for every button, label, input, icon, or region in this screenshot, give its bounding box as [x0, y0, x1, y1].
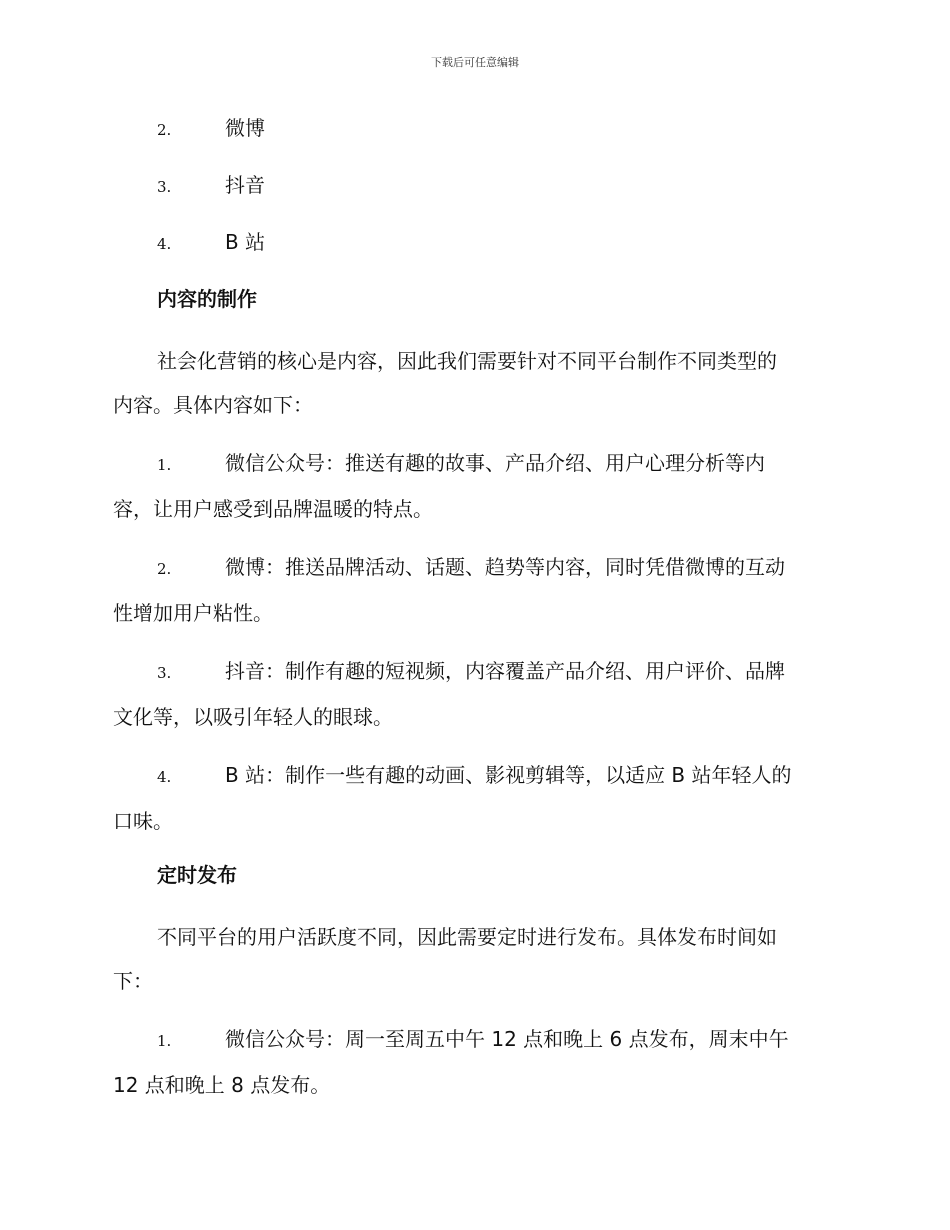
- list-item-weibo: [113, 110, 833, 167]
- section-intro-content: [113, 339, 833, 427]
- list-number: 4.: [157, 768, 172, 786]
- section-heading-content: 内容的制作: [157, 287, 257, 311]
- intro-line: 社会化营销的核心是内容，因此我们需要针对不同平台制作不同类型的: [157, 349, 777, 373]
- item-text: B 站：制作一些有趣的动画、影视剪辑等，以适应 B 站年轻人的: [225, 763, 792, 787]
- item-text: 微信公众号：推送有趣的故事、产品介绍、用户心理分析等内: [225, 451, 765, 475]
- item-text: 口味。: [113, 809, 173, 833]
- list-label: 抖音: [225, 173, 265, 197]
- content-item-douyin: [113, 649, 833, 739]
- list-number: 4.: [157, 235, 172, 253]
- list-item-douyin: [113, 167, 833, 224]
- item-text: 微信公众号：周一至周五中午 12 点和晚上 6 点发布，周末中午: [225, 1027, 789, 1051]
- item-text: 抖音：制作有趣的短视频，内容覆盖产品介绍、用户评价、品牌: [225, 659, 785, 683]
- content-item-bilibili: [113, 753, 833, 843]
- list-number: 3.: [157, 664, 172, 682]
- list-item-bilibili: [113, 224, 833, 281]
- content-item-weibo: [113, 545, 833, 635]
- document-body: [113, 110, 833, 1121]
- item-text: 12 点和晚上 8 点发布。: [113, 1073, 331, 1097]
- list-number: 1.: [157, 456, 172, 474]
- list-label: 微博: [225, 116, 265, 140]
- schedule-item-wechat: [113, 1017, 833, 1107]
- list-number: 3.: [157, 178, 172, 196]
- section-heading-schedule: 定时发布: [157, 863, 237, 887]
- intro-line: 不同平台的用户活跃度不同，因此需要定时进行发布。具体发布时间如: [157, 925, 777, 949]
- item-text: 容，让用户感受到品牌温暖的特点。: [113, 497, 433, 521]
- list-number: 1.: [157, 1032, 172, 1050]
- intro-line: 下：: [113, 969, 153, 993]
- list-label: B 站: [225, 230, 266, 254]
- item-text: 文化等，以吸引年轻人的眼球。: [113, 705, 393, 729]
- content-item-wechat: [113, 441, 833, 531]
- list-number: 2.: [157, 560, 172, 578]
- list-number: 2.: [157, 121, 172, 139]
- item-text: 微博：推送品牌活动、话题、趋势等内容，同时凭借微博的互动: [225, 555, 785, 579]
- section-intro-schedule: [113, 915, 833, 1003]
- item-text: 性增加用户粘性。: [113, 601, 273, 625]
- header-note: 下载后可任意编辑: [431, 56, 519, 69]
- intro-line: 内容。具体内容如下：: [113, 393, 313, 417]
